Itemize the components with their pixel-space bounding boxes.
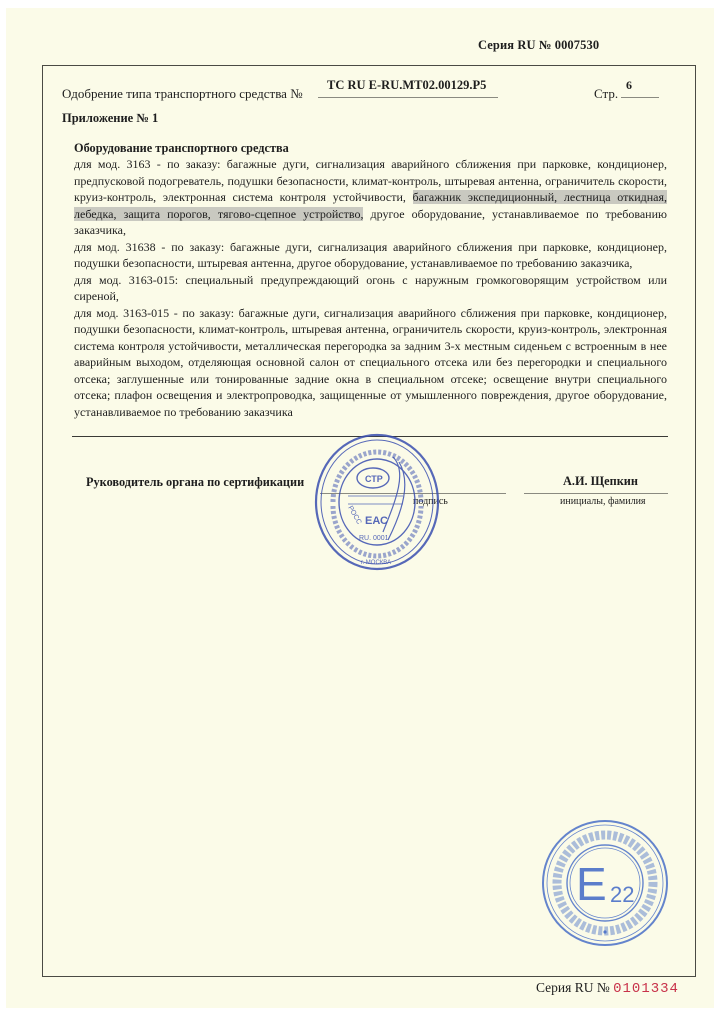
section-title: Оборудование транспортного средства xyxy=(74,141,289,155)
paragraph-mod-3163: для мод. 3163 - по заказу: багажные дуги, сигнализация аварийного сближения при парковке, кондиционер, предпусковой подогреватель, подушки безопасности, климат-контроль, штыревая антенна, ограничитель скорости, круиз-контроль, электронная система контроля устойчивости, багажник экспедиционный, лестница откидная, лебедка, защита порогов, тягово-сцепное устройство, другое оборудование, устанавливаемое по требованию заказчика, xyxy=(74,157,667,237)
page-label: Стр. xyxy=(594,86,619,101)
svg-text:RU. 0001: RU. 0001 xyxy=(359,535,389,542)
paragraph-mod-31638: для мод. 31638 - по заказу: багажные дуги, сигнализация аварийного сближения при парковке, кондиционер, подушки безопасности, штыревая антенна, другое оборудование, устанавливаемое по требованию заказчика, xyxy=(74,239,667,270)
certification-stamp-icon xyxy=(313,432,441,572)
svg-text:г. МОСКВА: г. МОСКВА xyxy=(361,560,392,566)
serial-number: 0101334 xyxy=(613,981,679,997)
approval-label: Одобрение типа транспортного средства № xyxy=(62,86,303,101)
paragraph-mod-3163-015-order: для мод. 3163-015 - по заказу: багажные дуги, сигнализация аварийного сближения при парковке, кондиционер, подушки безопасности, климат-контроль, штыревая антенна, ограничитель скорости, круиз-контроль, электронная система контроля устойчивости, металлическая перегородка за задним 3-х местным сиденьем с встроенным в нее аварийным выходом, отделяющая основной салон от специального отсека или без перегородки и специального отсека; заглушенные или тонированные задние окна в специальном отсеке; освещение внутри специального отсека; плафон освещения и электропроводка, защищенные от умышленного повреждения, другое оборудование, устанавливаемое по требованию заказчика xyxy=(74,305,667,419)
page-number-underline xyxy=(621,97,659,98)
paragraph-mod-3163-015: для мод. 3163-015: специальный предупреждающий огонь с наружным громкоговорящим устройством или сиреной, xyxy=(74,272,667,303)
e22-approval-stamp-icon xyxy=(540,818,670,948)
signatory-title: Руководитель органа по сертификации xyxy=(86,475,305,489)
svg-text:СТР: СТР xyxy=(365,474,383,484)
equipment-list xyxy=(74,156,667,420)
svg-text:РОСС: РОСС xyxy=(346,504,363,526)
page-number: 6 xyxy=(626,78,632,92)
approval-number-underline xyxy=(318,97,498,98)
highlighted-text: багажник экспедиционный, лестница откидная, лебедка, защита порогов, тягово-сцепное устройство, xyxy=(74,190,667,221)
name-caption: инициалы, фамилия xyxy=(560,496,646,507)
signatory-name: А.И. Щепкин xyxy=(563,474,638,488)
series-number-top: Серия RU № 0007530 xyxy=(478,38,600,52)
name-line xyxy=(524,493,668,494)
signature-caption: подпись xyxy=(413,496,448,507)
svg-text:22: 22 xyxy=(610,882,635,907)
series-number-bottom: Серия RU № 0101334 xyxy=(536,980,679,997)
appendix-title: Приложение № 1 xyxy=(62,111,159,125)
svg-text:ЕАС: ЕАС xyxy=(365,515,388,527)
approval-number: ТС RU E-RU.MT02.00129.P5 xyxy=(327,78,487,92)
svg-text:E: E xyxy=(576,858,607,910)
